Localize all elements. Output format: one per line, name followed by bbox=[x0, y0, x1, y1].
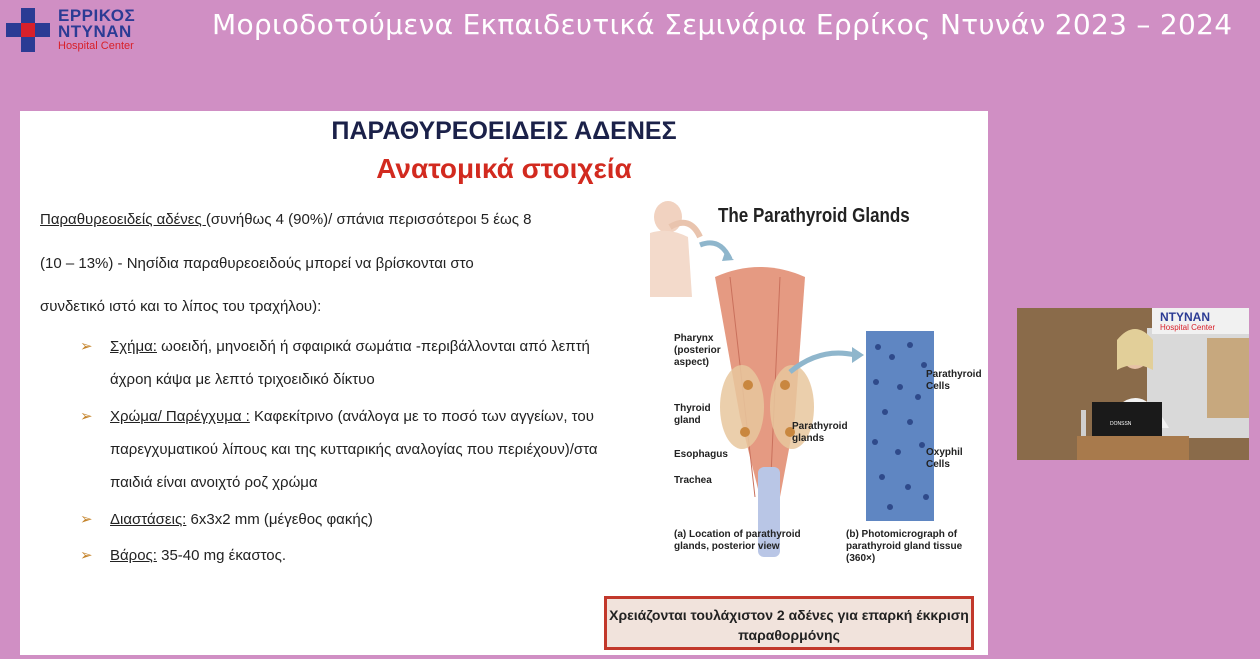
intro-line-2: (10 – 13%) - Νησίδια παραθυρεοειδούς μπορεί να βρίσκονται στο bbox=[40, 255, 474, 272]
bullet-arrow-icon: ➢ bbox=[80, 547, 93, 564]
intro-line-1-text: (συνήθως 4 (90%)/ σπάνια περισσότεροι 5 έως 8 bbox=[205, 211, 532, 228]
bullet-arrow-icon: ➢ bbox=[80, 408, 93, 425]
slide-title: ΠΑΡΑΘΥΡΕΟΕΙΔΕΙΣ ΑΔΕΝΕΣ bbox=[331, 117, 677, 145]
note-box: Χρειάζονται τουλάχιστον 2 αδένες για επαρκή έκκριση παραθορμόνης bbox=[604, 596, 974, 650]
bullet-shape bbox=[80, 330, 600, 400]
slide-subtitle: Ανατομικά στοιχεία bbox=[376, 153, 632, 184]
intro-term: Παραθυρεοειδείς αδένες bbox=[40, 211, 206, 228]
laptop-label: DONSSN bbox=[1110, 421, 1132, 427]
caption-a: (a) Location of parathyroid glands, posterior view bbox=[674, 529, 801, 552]
webcam-feed bbox=[1017, 308, 1249, 460]
bullet-color bbox=[80, 400, 600, 500]
camera-logo bbox=[1152, 308, 1249, 334]
presentation-slide bbox=[20, 111, 988, 655]
bullet-dimensions bbox=[80, 503, 600, 537]
bullet-arrow-icon: ➢ bbox=[80, 511, 93, 528]
label-parathyroid-glands: Parathyroid glands bbox=[792, 421, 848, 444]
bullet-term: Χρώμα/ Παρέγχυμα : bbox=[110, 408, 250, 425]
parathyroid-figure bbox=[630, 197, 980, 577]
label-pharynx: Pharynx (posterior aspect) bbox=[674, 333, 721, 368]
seminar-title: Μοριοδοτούμενα Εκπαιδευτικά Σεμινάρια Ερρίκος Ντυνάν 2023 – 2024 bbox=[212, 8, 1233, 41]
logo-text-line3: Hospital Center bbox=[58, 40, 134, 52]
head-silhouette bbox=[650, 201, 700, 297]
camera-logo-sub: Hospital Center bbox=[1160, 323, 1216, 332]
label-thyroid: Thyroid gland bbox=[674, 403, 711, 426]
bullet-term: Σχήμα: bbox=[110, 338, 157, 355]
thyroid-left-lobe bbox=[720, 365, 764, 449]
figure-title: The Parathyroid Glands bbox=[718, 205, 910, 227]
intro-line-1 bbox=[40, 211, 600, 228]
bullet-term: Διαστάσεις: bbox=[110, 511, 187, 528]
micrograph-panel bbox=[866, 331, 934, 521]
label-oxyphil-cells: Oxyphil Cells bbox=[926, 447, 963, 470]
bullet-weight bbox=[80, 539, 600, 573]
bullet-arrow-icon: ➢ bbox=[80, 338, 93, 355]
label-esophagus: Esophagus bbox=[674, 449, 728, 460]
intro-line-3: συνδετικό ιστό και το λίπος του τραχήλου): bbox=[40, 298, 322, 315]
camera-logo-text: ΝΤΥΝΑΝ bbox=[1160, 310, 1210, 324]
logo-text-line2: ΝΤΥΝΑΝ bbox=[58, 22, 132, 41]
cross-icon bbox=[6, 8, 50, 52]
bullet-text: 35-40 mg έκαστος. bbox=[156, 547, 287, 564]
bullet-term: Βάρος: bbox=[110, 547, 157, 564]
bullet-text: 6x3x2 mm (μέγεθος φακής) bbox=[186, 511, 373, 528]
caption-b: (b) Photomicrograph of parathyroid gland tissue (360×) bbox=[846, 529, 963, 564]
label-parathyroid-cells: Parathyroid Cells bbox=[926, 369, 982, 392]
label-trachea: Trachea bbox=[674, 475, 712, 486]
logo-text-line1: ΕΡΡΙΚΟΣ bbox=[58, 6, 136, 25]
bullet-text: ωοειδή, μηνοειδή ή σφαιρικά σωμάτια -περιβάλλονται από λεπτή άχροη κάψα με λεπτό τριχοειδικό δίκτυο bbox=[110, 338, 590, 388]
bullet-text: Καφεκίτρινο (ανάλογα με το ποσό των αγγείων, του παρεγχυματικού λίπους και της κυτταρικής αναλογίας που περιέχουν)/στα παιδιά είναι ανοιχτό ροζ χρώμα bbox=[110, 408, 598, 491]
hospital-logo bbox=[6, 4, 146, 50]
